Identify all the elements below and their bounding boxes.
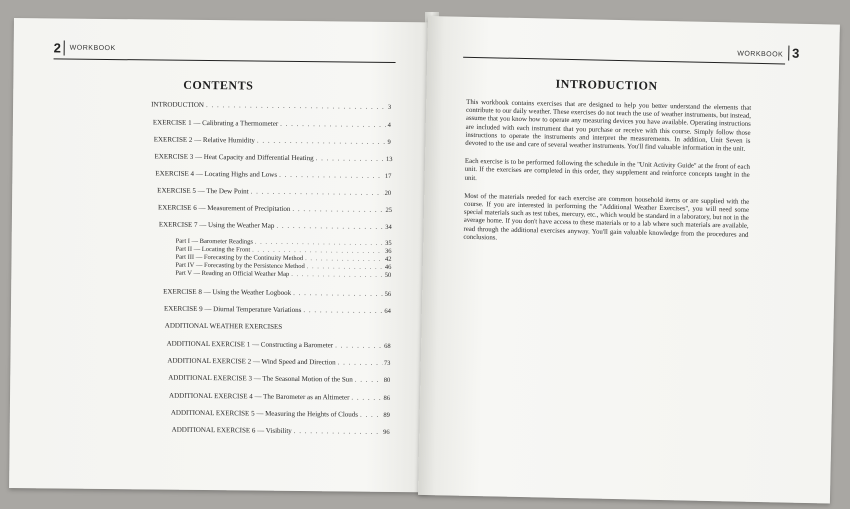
toc-entry: EXERCISE 3 — Heat Capacity and Differential Heating . . . 13 — [155, 152, 393, 162]
toc-additional-entry: ADDITIONAL EXERCISE 2 — Wind Speed and Direction . . . 73 — [167, 357, 390, 367]
toc-part: Part II — Locating the Front . . . 36 — [176, 246, 392, 255]
toc-part: Part IV — Forecasting by the Persistence Method . . . 46 — [175, 262, 391, 271]
intro-paragraph: Each exercise is to be performed following the schedule in the ''Unit Activity Guide'' at the front of each unit. If the exercises are completed in this order, they supplement and reinforce concepts taught in the unit. — [464, 158, 750, 182]
left-page-number: 2 — [54, 40, 65, 55]
left-running-header — [54, 42, 396, 63]
toc-additional-entry: ADDITIONAL EXERCISE 5 — Measuring the Heights of Clouds . . . 89 — [171, 409, 390, 419]
toc-additional-entry: ADDITIONAL EXERCISE 3 — The Seasonal Motion of the Sun . . . 80 — [168, 374, 390, 384]
introduction-body — [463, 99, 751, 258]
toc-entry: EXERCISE 4 — Locating Highs and Lows . . . 17 — [155, 169, 391, 179]
intro-paragraph: This workbook contains exercises that are designed to help you better understand the elements that contribute to our daily weather. These exercises do not teach the use of weather instruments, but instead, assume that you know how to operate any measuring devices you have available. Operating instructions are included with each instrument that you purchase or receive with this course. Simply follow those instructions to operate the instruments and interpret the measurements. In addition, Unit Seven is devoted to the use and care of several weather instruments. You'll find valuable information in the unit. — [465, 98, 752, 153]
right-page-number: 3 — [788, 46, 800, 61]
intro-paragraph: Most of the materials needed for each exercise are common household items or are supplied with the course. If you are interested in performing the ''Additional Weather Exercises'', you will need some special materials such as test tubes, mercury, etc., which would be standard in a laboratory, but not in the average home. If you don't have access to these materials or to a lab where such materials are available, read through the additional exercises anyway. You'll gain valuable knowledge from the procedures and conclusions. — [463, 192, 750, 242]
toc-entry: EXERCISE 8 — Using the Weather Logbook . . . 56 — [163, 288, 391, 298]
toc-entry: EXERCISE 9 — Diurnal Temperature Variations . . . 64 — [164, 305, 391, 315]
toc-part: Part III — Forecasting by the Continuity Method . . . 42 — [175, 254, 391, 263]
toc-entry: EXERCISE 7 — Using the Weather Map . . . 34 — [159, 221, 392, 231]
left-page — [9, 18, 434, 492]
toc-additional-entry: ADDITIONAL EXERCISE 6 — Visibility . . . 96 — [172, 426, 390, 436]
toc-entry: EXERCISE 1 — Calibrating a Thermometer . . . 4 — [153, 118, 391, 128]
toc-additional-entry: ADDITIONAL EXERCISE 1 — Constructing a Barometer . . . 68 — [167, 340, 391, 350]
right-running-header — [463, 41, 800, 65]
toc-additional-entry: ADDITIONAL EXERCISE 4 — The Barometer as an Altimeter . . . 86 — [169, 392, 390, 402]
introduction-title: INTRODUCTION — [555, 76, 658, 93]
toc-entry: EXERCISE 2 — Relative Humidity . . . 9 — [154, 135, 391, 145]
right-page — [418, 16, 840, 504]
left-running-head: WORKBOOK — [69, 44, 116, 53]
toc-entry: EXERCISE 6 — Measurement of Precipitation . . . 25 — [158, 204, 392, 214]
right-running-head: WORKBOOK — [737, 50, 784, 59]
toc-entry: INTRODUCTION . . . 3 — [151, 100, 391, 111]
additional-exercises-heading: ADDITIONAL WEATHER EXERCISES — [164, 321, 283, 331]
contents-title: CONTENTS — [183, 77, 254, 93]
toc-part: Part V — Reading an Official Weather Map . . . 50 — [175, 270, 391, 279]
toc-entry: EXERCISE 5 — The Dew Point . . . 20 — [157, 187, 391, 197]
toc-part: Part I — Barometer Readings . . . 35 — [176, 238, 392, 247]
